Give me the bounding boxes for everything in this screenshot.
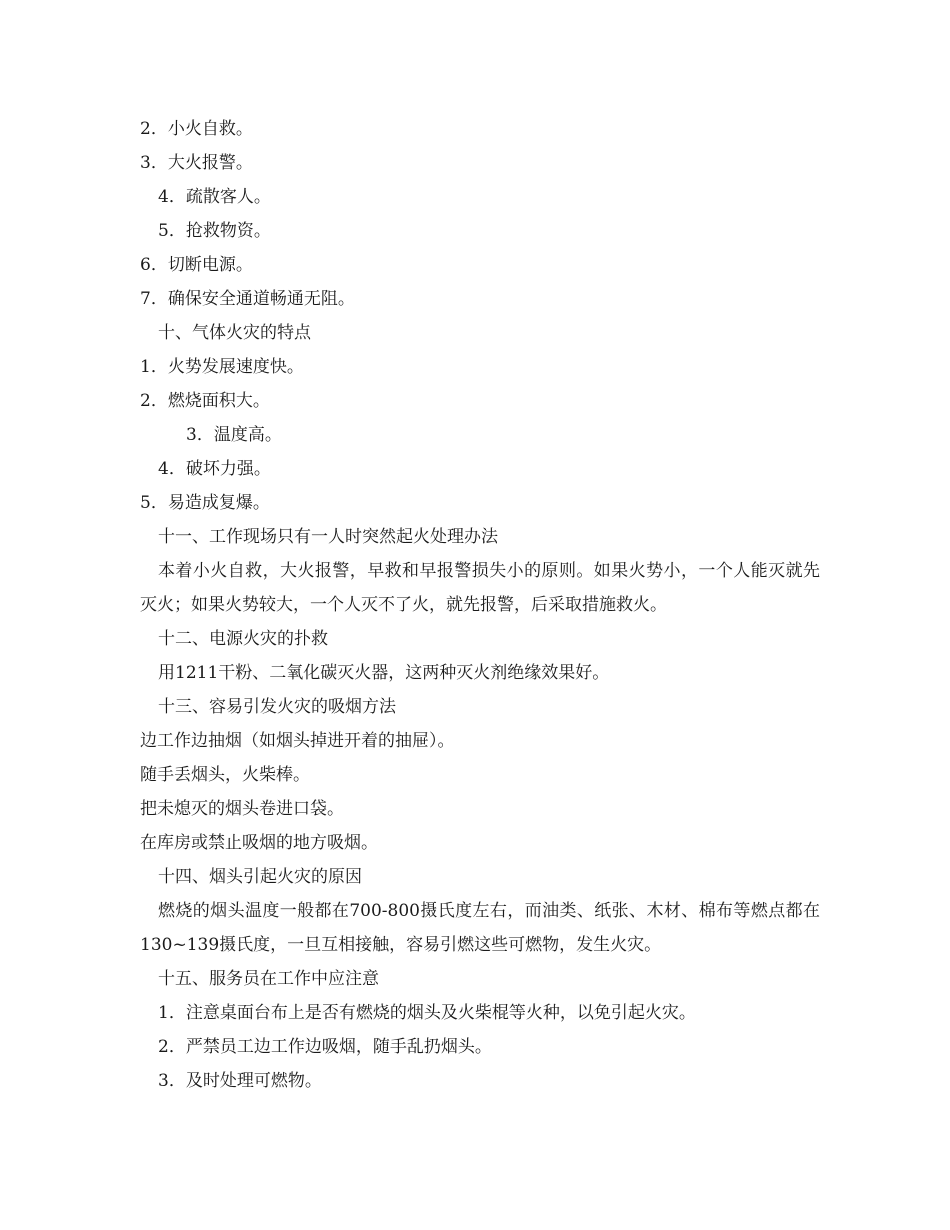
list-item: 6．切断电源。 (140, 255, 253, 275)
list-item: 随手丢烟头，火柴棒。 (140, 765, 310, 785)
paragraph: 用1211干粉、二氧化碳灭火器，这两种灭火剂绝缘效果好。 (158, 663, 610, 683)
list-item: 1．火势发展速度快。 (140, 357, 304, 377)
paragraph: 本着小火自救，大火报警，早救和早报警损失小的原则。如果火势小，一个人能灭就先灭火；如果火势较大，一个人灭不了火，就先报警，后采取措施救火。 (140, 561, 820, 615)
list-item: 1．注意桌面台布上是否有燃烧的烟头及火柴棍等火种，以免引起火灾。 (158, 1003, 696, 1023)
list-item: 把未熄灭的烟头卷进口袋。 (140, 799, 344, 819)
list-item: 3．大火报警。 (140, 153, 253, 173)
list-item: 3．温度高。 (186, 425, 282, 445)
section-heading: 十、气体火灾的特点 (158, 323, 311, 343)
section-heading: 十三、容易引发火灾的吸烟方法 (158, 697, 396, 717)
section-heading: 十一、工作现场只有一人时突然起火处理办法 (158, 527, 498, 547)
section-heading: 十五、服务员在工作中应注意 (158, 969, 379, 989)
document-body (140, 112, 820, 1098)
list-item: 5．抢救物资。 (158, 221, 271, 241)
list-item: 2．严禁员工边工作边吸烟，随手乱扔烟头。 (158, 1037, 492, 1057)
list-item: 3．及时处理可燃物。 (158, 1071, 322, 1091)
section-heading: 十四、烟头引起火灾的原因 (158, 867, 362, 887)
paragraph: 燃烧的烟头温度一般都在700-800摄氏度左右，而油类、纸张、木材、棉布等燃点都在130~139摄氏度，一旦互相接触，容易引燃这些可燃物，发生火灾。 (140, 901, 820, 955)
list-item: 2．燃烧面积大。 (140, 391, 270, 411)
list-item: 4．疏散客人。 (158, 187, 271, 207)
list-item: 边工作边抽烟（如烟头掉进开着的抽屉）。 (140, 731, 455, 751)
section-heading: 十二、电源火灾的扑救 (158, 629, 328, 649)
list-item: 7．确保安全通道畅通无阻。 (140, 289, 355, 309)
list-item: 4．破坏力强。 (158, 459, 271, 479)
list-item: 2．小火自救。 (140, 119, 253, 139)
list-item: 在库房或禁止吸烟的地方吸烟。 (140, 833, 378, 853)
list-item: 5．易造成复爆。 (140, 493, 270, 513)
